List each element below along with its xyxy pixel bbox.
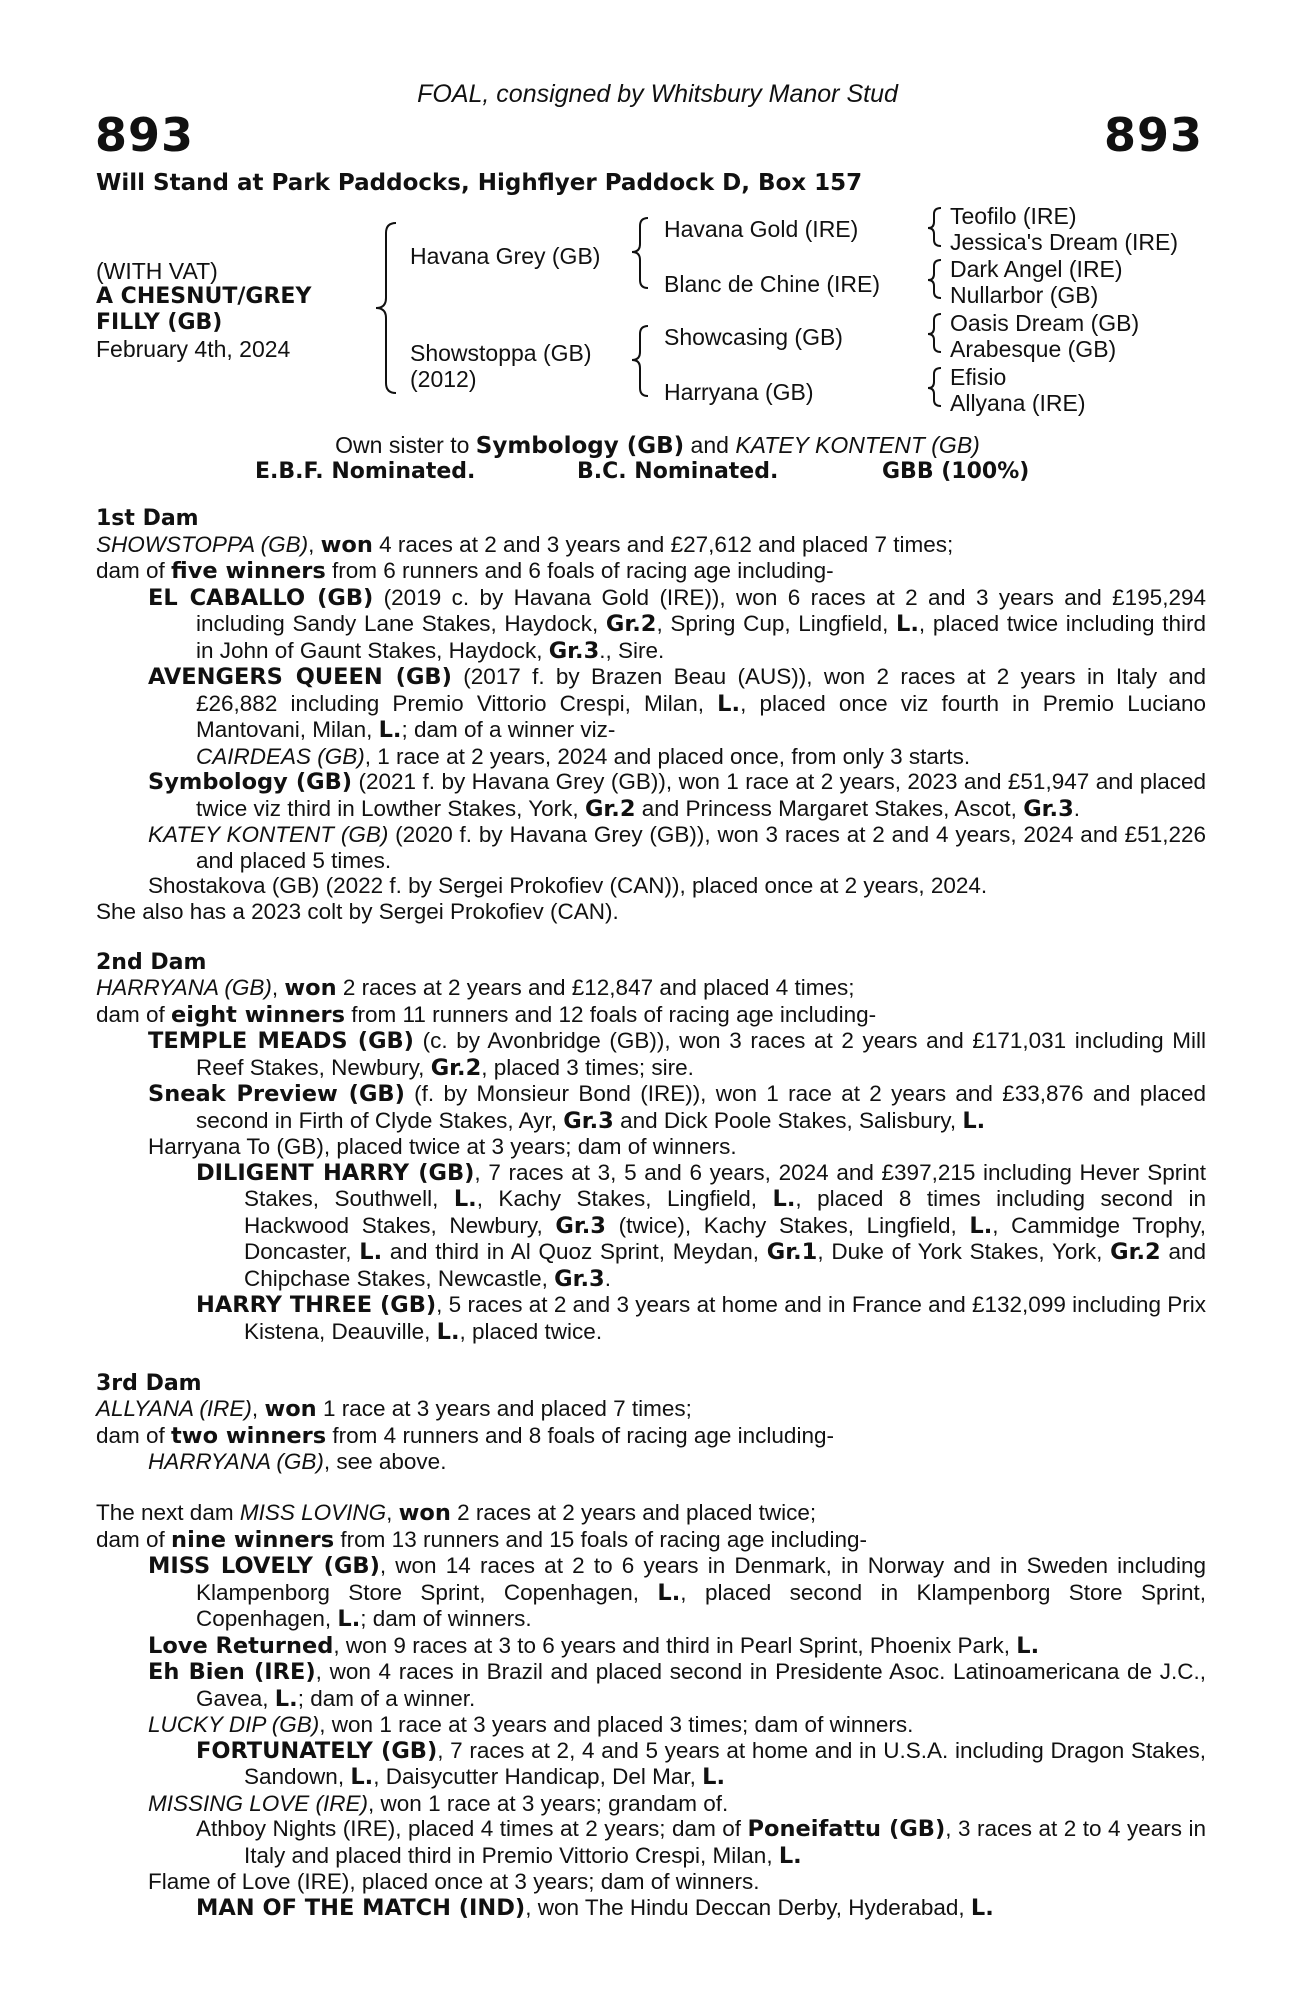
bc-nomination: B.C. Nominated. (577, 459, 779, 484)
horse-type-line2: FILLY (GB) (96, 310, 223, 335)
pedigree-g7: Efisio (950, 364, 1007, 390)
pedigree-g6: Arabesque (GB) (950, 336, 1117, 362)
produce-subentry: Athboy Nights (IRE), placed 4 times at 2 years; dam of Poneifattu (GB), 3 races at 2 to 4 years in Italy and placed third in Premio Vittorio Crespi, Milan, L. (196, 1816, 1206, 1869)
pedigree-sire: Havana Grey (GB) (410, 243, 601, 269)
pedigree-g8: Allyana (IRE) (950, 390, 1086, 416)
produce-entry: KATEY KONTENT (GB) (2020 f. by Havana Grey (GB)), won 3 races at 2 and 4 years, 2024 and £51,226 and placed 5 times. (148, 822, 1206, 873)
produce-entry: MISSING LOVE (IRE), won 1 race at 3 years; grandam of. (148, 1790, 729, 1816)
produce-entry: HARRYANA (GB), see above. (148, 1449, 447, 1474)
produce-entry: Love Returned, won 9 races at 3 to 6 years and third in Pearl Sprint, Phoenix Park, L. (148, 1632, 1040, 1659)
foaling-date: February 4th, 2024 (96, 336, 291, 362)
dam-summary: SHOWSTOPPA (GB), won 4 races at 2 and 3 years and £27,612 and placed 7 times; (96, 531, 954, 558)
pedigree-dam: Showstoppa (GB) (410, 340, 592, 366)
produce-subentry: MAN OF THE MATCH (IND), won The Hindu Deccan Derby, Hyderabad, L. (196, 1894, 994, 1921)
dam-produce-summary: dam of five winners from 6 runners and 6 foals of racing age including- (96, 558, 834, 584)
produce-entry: Symbology (GB) (2021 f. by Havana Grey (GB)), won 1 race at 2 years, 2023 and £51,947 and placed twice viz third in Lowther Stakes, York, Gr.2 and Princess Margaret Stakes, Ascot, Gr.3. (148, 769, 1206, 822)
produce-entry: Eh Bien (IRE), won 4 races in Brazil and placed second in Presidente Asoc. Latinoamericana de J.C., Gavea, L.; dam of a winner. (148, 1659, 1207, 1712)
lot-number-left: 893 (95, 108, 195, 162)
produce-entry: TEMPLE MEADS (GB) (c. by Avonbridge (GB)), won 3 races at 2 years and £171,031 including Mill Reef Stakes, Newbury, Gr.2, placed 3 times; sire. (148, 1028, 1206, 1081)
pedigree-braces (0, 0, 1315, 420)
dam-produce-summary: dam of two winners from 4 runners and 8 foals of racing age including- (96, 1422, 834, 1449)
pedigree-sire-sire: Havana Gold (IRE) (664, 216, 859, 242)
dam-summary: HARRYANA (GB), won 2 races at 2 years and £12,847 and placed 4 times; (96, 975, 855, 1001)
dam-produce-summary: dam of eight winners from 11 runners and 12 foals of racing age including- (96, 1001, 877, 1028)
produce-subentry: HARRY THREE (GB), 5 races at 2 and 3 years at home and in France and £132,099 including Prix Kistena, Deauville, L., placed twice. (196, 1292, 1206, 1345)
consignor-line: FOAL, consigned by Whitsbury Manor Stud (417, 80, 898, 108)
produce-entry: LUCKY DIP (GB), won 1 race at 3 years and placed 3 times; dam of winners. (148, 1712, 914, 1737)
section-heading: 3rd Dam (96, 1370, 202, 1396)
section-heading: 2nd Dam (96, 949, 207, 975)
pedigree-g4: Nullarbor (GB) (950, 282, 1099, 308)
produce-note: She also has a 2023 colt by Sergei Prokofiev (CAN). (96, 898, 619, 924)
produce-entry: Shostakova (GB) (2022 f. by Sergei Prokofiev (CAN)), placed once at 2 years, 2024. (148, 873, 988, 898)
produce-subentry: FORTUNATELY (GB), 7 races at 2, 4 and 5 years at home and in U.S.A. including Dragon Stakes, Sandown, L., Daisycutter Handicap, Del Mar, L. (196, 1737, 1206, 1790)
vat-note: (WITH VAT) (96, 258, 218, 284)
produce-entry: Flame of Love (IRE), placed once at 3 years; dam of winners. (148, 1869, 760, 1894)
stable-location: Will Stand at Park Paddocks, Highflyer Paddock D, Box 157 (96, 170, 863, 196)
produce-entry: Sneak Preview (GB) (f. by Monsieur Bond (IRE)), won 1 race at 2 years and £33,876 and placed second in Firth of Clyde Stakes, Ayr, Gr.3 and Dick Poole Stakes, Salisbury, L. (148, 1081, 1206, 1134)
pedigree-g1: Teofilo (IRE) (950, 203, 1077, 229)
gbb-rating: GBB (100%) (882, 459, 1030, 484)
section-heading: 1st Dam (96, 506, 199, 531)
dam-produce-summary: dam of nine winners from 13 runners and 15 foals of racing age including- (96, 1526, 867, 1553)
produce-entry: EL CABALLO (GB) (2019 c. by Havana Gold (IRE)), won 6 races at 2 and 3 years and £195,294 including Sandy Lane Stakes, Haydock, Gr.2, Spring Cup, Lingfield, L., placed twice including third in John of Gaunt Stakes, Haydock, Gr.3., Sire. (148, 584, 1207, 664)
ebf-nomination: E.B.F. Nominated. (255, 459, 476, 484)
pedigree-dam-dam: Harryana (GB) (664, 379, 814, 405)
pedigree-g2: Jessica's Dream (IRE) (950, 229, 1179, 255)
produce-subentry: CAIRDEAS (GB), 1 race at 2 years, 2024 and placed once, from only 3 starts. (196, 743, 971, 769)
lot-number-right: 893 (1103, 108, 1203, 162)
pedigree-dam-year: (2012) (410, 366, 477, 392)
sister-note: Own sister to Symbology (GB) and KATEY KONTENT (GB) (335, 432, 980, 459)
pedigree-dam-sire: Showcasing (GB) (664, 324, 843, 350)
dam-summary: The next dam MISS LOVING, won 2 races at 2 years and placed twice; (96, 1500, 817, 1526)
produce-entry: Harryana To (GB), placed twice at 3 years; dam of winners. (148, 1134, 737, 1159)
produce-subentry: DILIGENT HARRY (GB), 7 races at 3, 5 and 6 years, 2024 and £397,215 including Hever Sprint Stakes, Southwell, L., Kachy Stakes, Lingfield, L., placed 8 times including second in Hackwood Stakes, Newbury, Gr.3 (twice), Kachy Stakes, Lingfield, L., Cammidge Trophy, Doncaster, L. and third in Al Quoz Sprint, Meydan, Gr.1, Duke of York Stakes, York, Gr.2 and Chipchase Stakes, Newcastle, Gr.3. (196, 1159, 1206, 1292)
produce-entry: AVENGERS QUEEN (GB) (2017 f. by Brazen Beau (AUS)), won 2 races at 2 years in Italy and £26,882 including Premio Vittorio Crespi, Milan, L., placed once viz fourth in Premio Luciano Mantovani, Milan, L.; dam of a winner viz- (148, 664, 1207, 743)
pedigree-g3: Dark Angel (IRE) (950, 256, 1123, 282)
catalogue-body (96, 506, 1206, 1921)
produce-entry: MISS LOVELY (GB), won 14 races at 2 to 6 years in Denmark, in Norway and in Sweden including Klampenborg Store Sprint, Copenhagen, L., placed second in Klampenborg Store Sprint, Copenhagen, L.; dam of winners. (148, 1553, 1206, 1632)
dam-summary: ALLYANA (IRE), won 1 race at 3 years and placed 7 times; (96, 1396, 692, 1422)
pedigree-sire-dam: Blanc de Chine (IRE) (664, 271, 881, 297)
pedigree-g5: Oasis Dream (GB) (950, 310, 1140, 336)
horse-type-line1: A CHESNUT/GREY (96, 284, 312, 309)
